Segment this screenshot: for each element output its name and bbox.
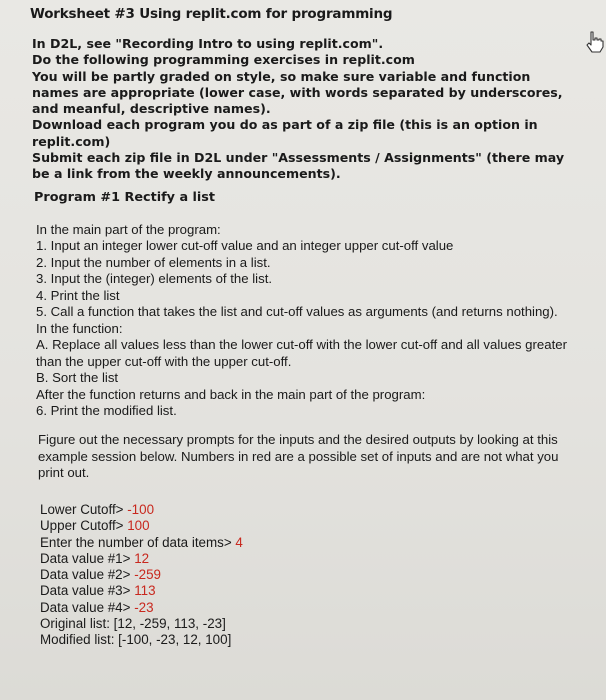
instruction-line: Download each program you do as part of a zip file (this is an option in replit.com)	[32, 117, 538, 149]
program-steps	[36, 222, 576, 419]
session-line	[40, 616, 580, 632]
session-input: 12	[134, 550, 150, 566]
session-input: 113	[134, 583, 156, 599]
session-input: -100	[127, 502, 155, 517]
session-prompt: Data value #3>	[40, 583, 135, 599]
session-prompt: Data value #4>	[40, 599, 135, 615]
instruction-line: Do the following programming exercises in replit.com	[32, 52, 415, 68]
instruction-line: In D2L, see "Recording Intro to using replit.com".	[32, 36, 384, 51]
step-line: In the main part of the program:	[36, 222, 221, 237]
instructions	[32, 36, 572, 183]
step-line: B. Sort the list	[36, 370, 119, 386]
session-input: -259	[134, 567, 161, 583]
session-input: 4	[235, 534, 243, 550]
session-prompt: Lower Cutoff>	[40, 502, 128, 517]
session-line	[40, 518, 580, 534]
example-session	[40, 502, 580, 649]
session-line	[40, 551, 580, 567]
step-line: After the function returns and back in the main part of the program:	[36, 386, 426, 402]
worksheet-title: Worksheet #3 Using replit.com for programming	[30, 6, 393, 22]
step-line: 1. Input an integer lower cut-off value and an integer upper cut-off value	[36, 238, 454, 254]
session-line	[40, 632, 580, 648]
step-line: 3. Input the (integer) elements of the list.	[36, 271, 273, 287]
program-title: Program #1 Rectify a list	[34, 190, 216, 205]
pointer-hand-icon	[584, 30, 606, 54]
session-prompt: Upper Cutoff>	[40, 518, 128, 534]
instruction-line: You will be partly graded on style, so make sure variable and function names are appropriate (lower case, with words separated by underscores, and meanful, descriptive names).	[32, 68, 563, 117]
session-line	[40, 600, 580, 616]
session-line	[40, 502, 580, 518]
session-prompt: Data value #2>	[40, 567, 135, 583]
step-line: A. Replace all values less than the lower cut-off with the lower cut-off and all values greater than the upper cut-off with the upper cut-off.	[36, 337, 567, 369]
session-input: -23	[134, 599, 154, 615]
session-line	[40, 535, 580, 551]
session-input: 100	[127, 518, 150, 534]
step-line: 6. Print the modified list.	[36, 402, 177, 418]
session-line	[40, 567, 580, 583]
session-output: Modified list: [-100, -23, 12, 100]	[40, 632, 232, 648]
session-prompt: Enter the number of data items>	[40, 534, 236, 550]
figure-instructions	[38, 432, 578, 482]
step-line: In the function:	[36, 320, 123, 336]
step-line: 2. Input the number of elements in a list.	[36, 254, 271, 270]
step-line: 4. Print the list	[36, 287, 120, 303]
session-output: Original list: [12, -259, 113, -23]	[40, 616, 226, 632]
step-line: 5. Call a function that takes the list and cut-off values as arguments (and returns nothing).	[36, 304, 558, 320]
session-line	[40, 583, 580, 599]
figure-text: Figure out the necessary prompts for the inputs and the desired outputs by looking at this example session below. Numbers in red are a possible set of inputs and are not what you print out.	[38, 432, 559, 480]
session-prompt: Data value #1>	[40, 550, 135, 566]
instruction-line: Submit each zip file in D2L under "Assessments / Assignments" (there may be a link from the weekly announcements).	[32, 150, 565, 182]
